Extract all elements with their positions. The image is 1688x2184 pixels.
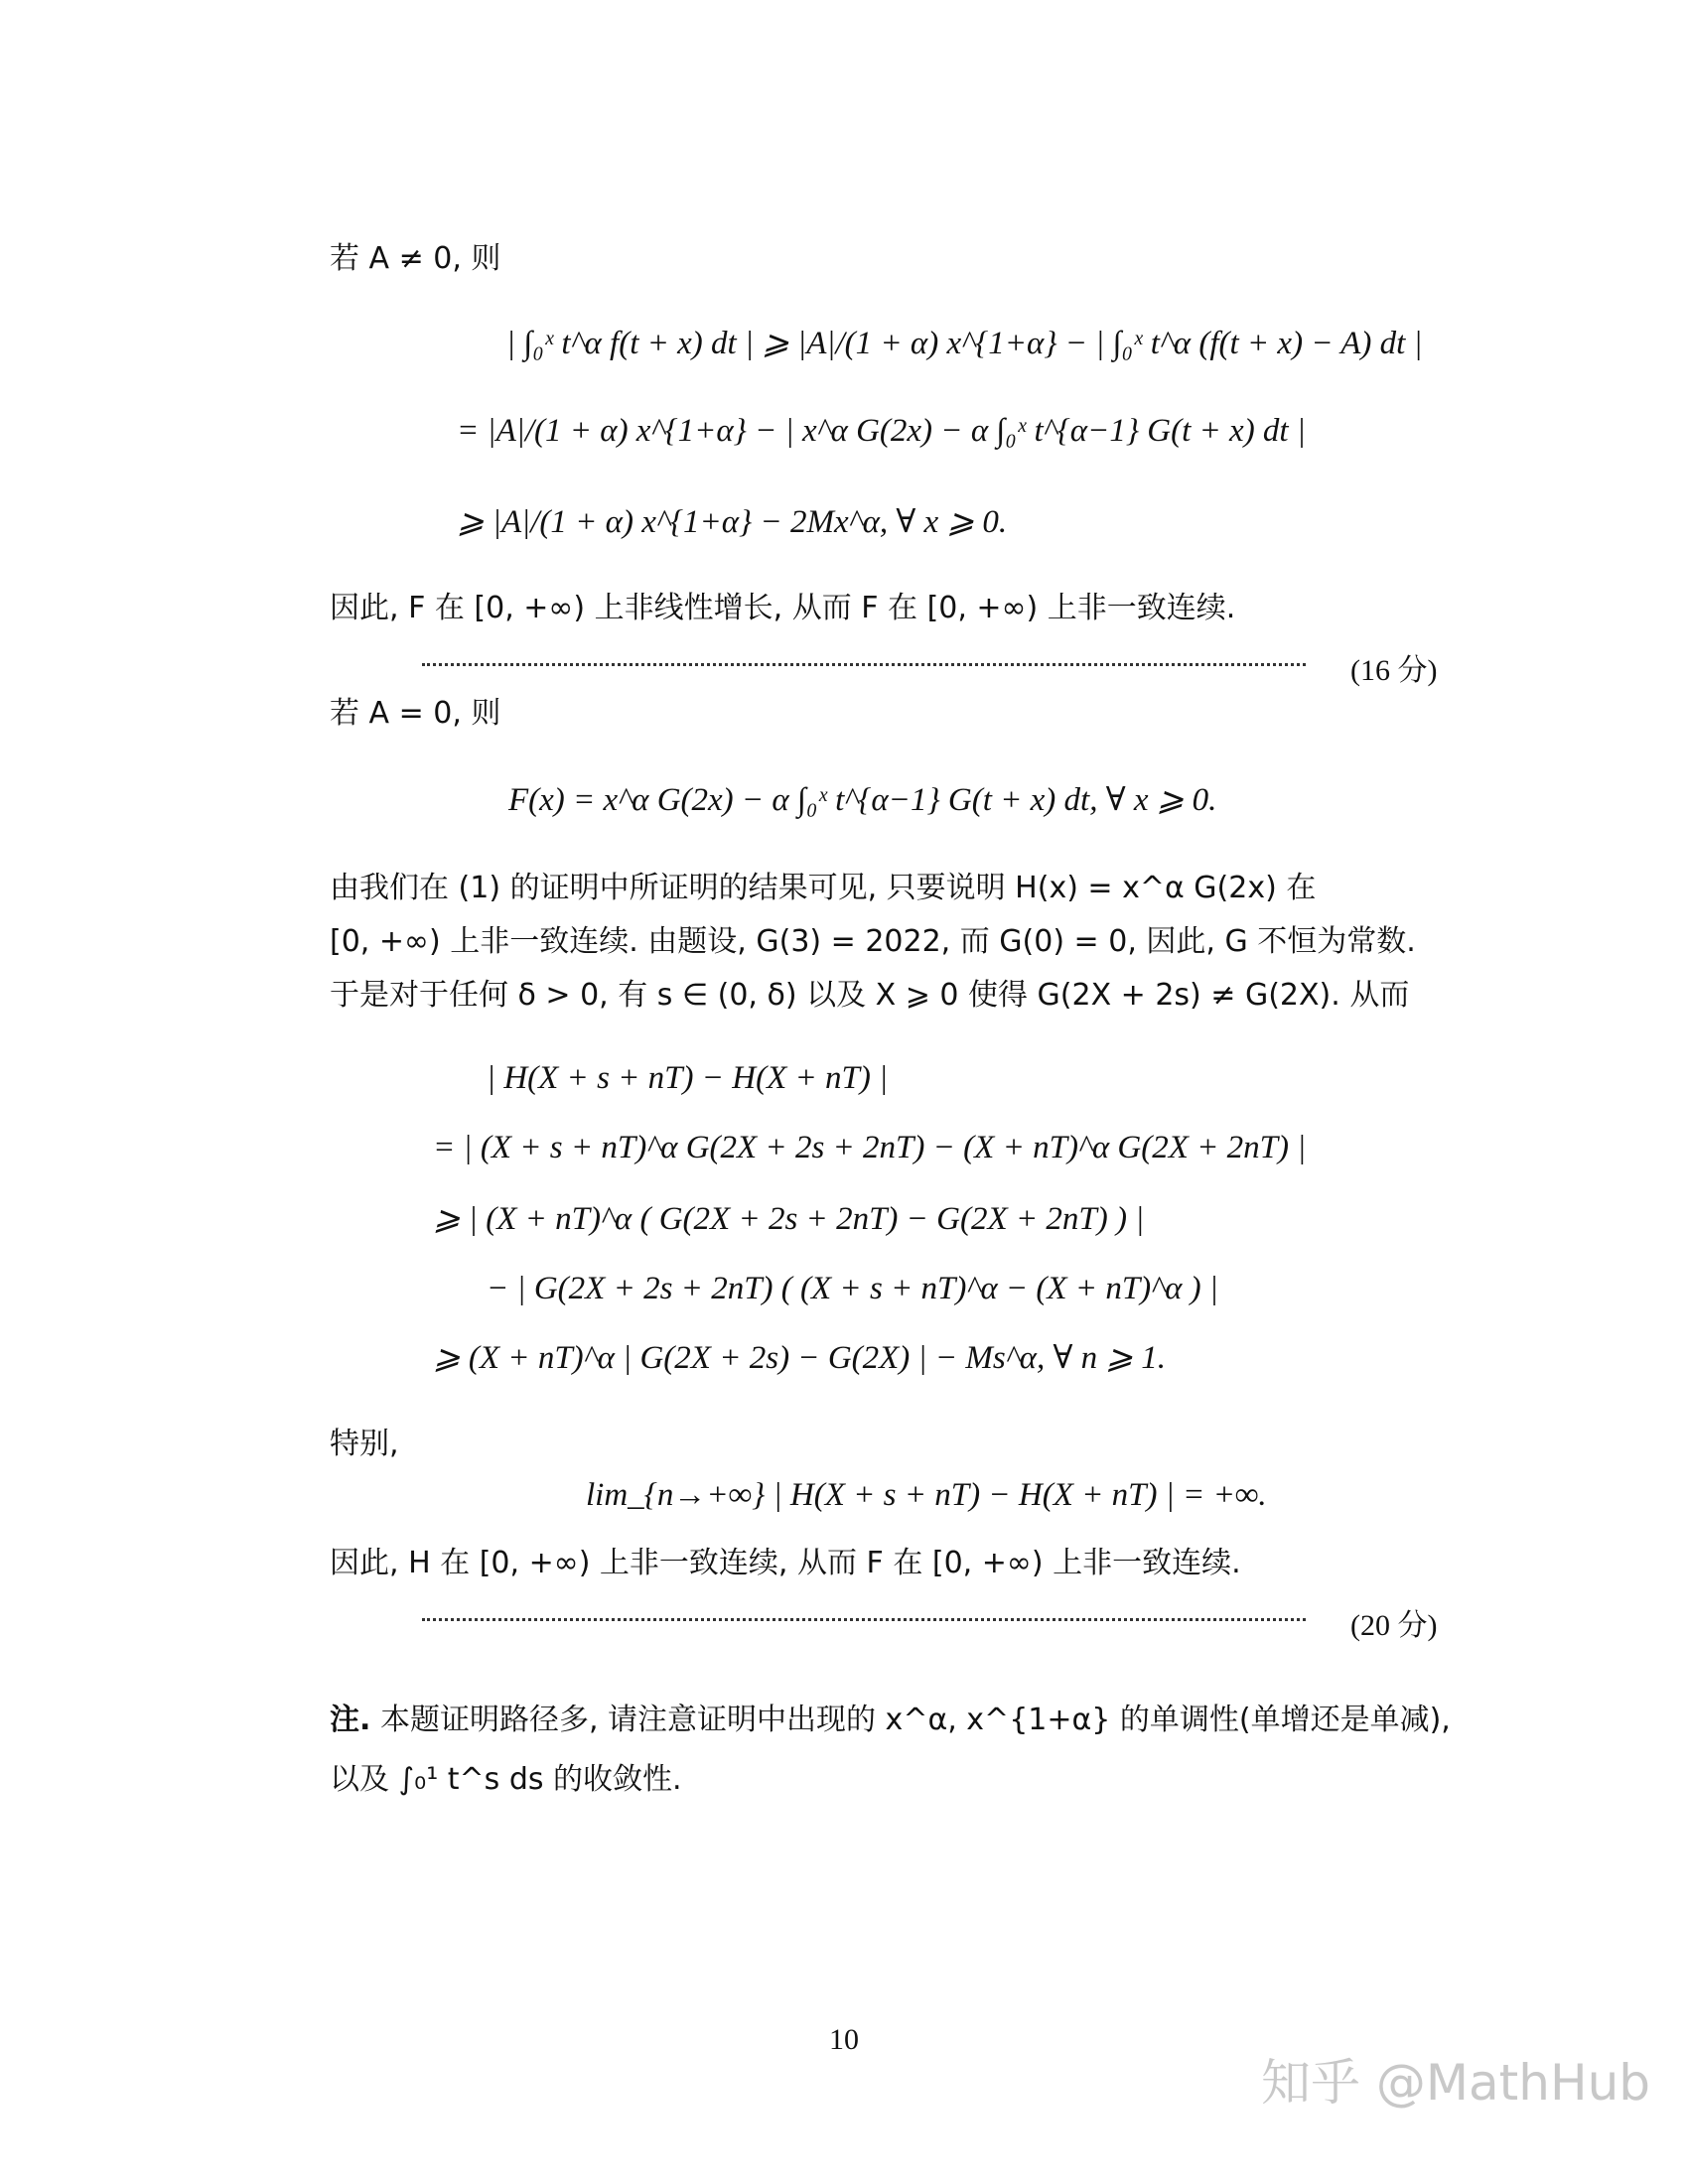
equation-2: F(x) = x^α G(2x) − α ∫₀ˣ t^{α−1} G(t + x) dt, ∀ x ⩾ 0.: [508, 782, 1217, 818]
note-line-1: [330, 1703, 1451, 1737]
paragraph-2-line-1: 由我们在 (1) 的证明中所证明的结果可见, 只要说明 H(x) = x^α G(2x) 在: [330, 871, 1317, 905]
conclusion-1: 因此, F 在 [0, +∞) 上非线性增长, 从而 F 在 [0, +∞) 上非一致连续.: [330, 591, 1236, 625]
equation-4: lim_{n→+∞} | H(X + s + nT) − H(X + nT) | = +∞.: [586, 1477, 1267, 1513]
conclusion-2: 因此, H 在 [0, +∞) 上非一致连续, 从而 F 在 [0, +∞) 上非一致连续.: [330, 1546, 1241, 1580]
dotted-leader-1: [422, 663, 1306, 666]
equation-3-line-5: ⩾ (X + nT)^α | G(2X + 2s) − G(2X) | − Ms^α, ∀ n ⩾ 1.: [433, 1340, 1167, 1376]
note-line-2: 以及 ∫₀¹ t^s ds 的收敛性.: [330, 1762, 682, 1797]
case1-intro: 若 A ≠ 0, 则: [330, 241, 501, 276]
watermark: 知乎 @MathHub: [1261, 2054, 1650, 2112]
case2-intro: 若 A = 0, 则: [330, 696, 501, 731]
equation-1-line-3: ⩾ |A|/(1 + α) x^{1+α} − 2Mx^α, ∀ x ⩾ 0.: [457, 504, 1008, 540]
dotted-leader-2: [422, 1618, 1306, 1621]
note-text-1: 本题证明路径多, 请注意证明中出现的 x^α, x^{1+α} 的单调性(单增还是单减),: [379, 1703, 1451, 1737]
equation-3-line-4: − | G(2X + 2s + 2nT) ( (X + s + nT)^α − (X + nT)^α ) |: [487, 1271, 1218, 1306]
paragraph-2-line-3: 于是对于任何 δ > 0, 有 s ∈ (0, δ) 以及 X ⩾ 0 使得 G(2X + 2s) ≠ G(2X). 从而: [330, 978, 1410, 1013]
equation-3-line-1: | H(X + s + nT) − H(X + nT) |: [487, 1060, 889, 1096]
score-2: (20 分): [1350, 1609, 1438, 1642]
score-1: (16 分): [1350, 654, 1438, 687]
page-number: 10: [829, 2023, 859, 2056]
special-label: 特别,: [330, 1427, 399, 1461]
equation-3-line-2: = | (X + s + nT)^α G(2X + 2s + 2nT) − (X + nT)^α G(2X + 2nT) |: [433, 1130, 1307, 1165]
equation-1-line-2: = |A|/(1 + α) x^{1+α} − | x^α G(2x) − α ∫₀ˣ t^{α−1} G(t + x) dt |: [457, 413, 1306, 449]
equation-3-line-3: ⩾ | (X + nT)^α ( G(2X + 2s + 2nT) − G(2X + 2nT) ) |: [433, 1201, 1145, 1237]
note-label: 注.: [330, 1703, 371, 1737]
paragraph-2-line-2: [0, +∞) 上非一致连续. 由题设, G(3) = 2022, 而 G(0) = 0, 因此, G 不恒为常数.: [330, 924, 1416, 959]
equation-1-line-1: | ∫₀ˣ t^α f(t + x) dt | ⩾ |A|/(1 + α) x^{1+α} − | ∫₀ˣ t^α (f(t + x) − A) dt |: [506, 326, 1423, 361]
